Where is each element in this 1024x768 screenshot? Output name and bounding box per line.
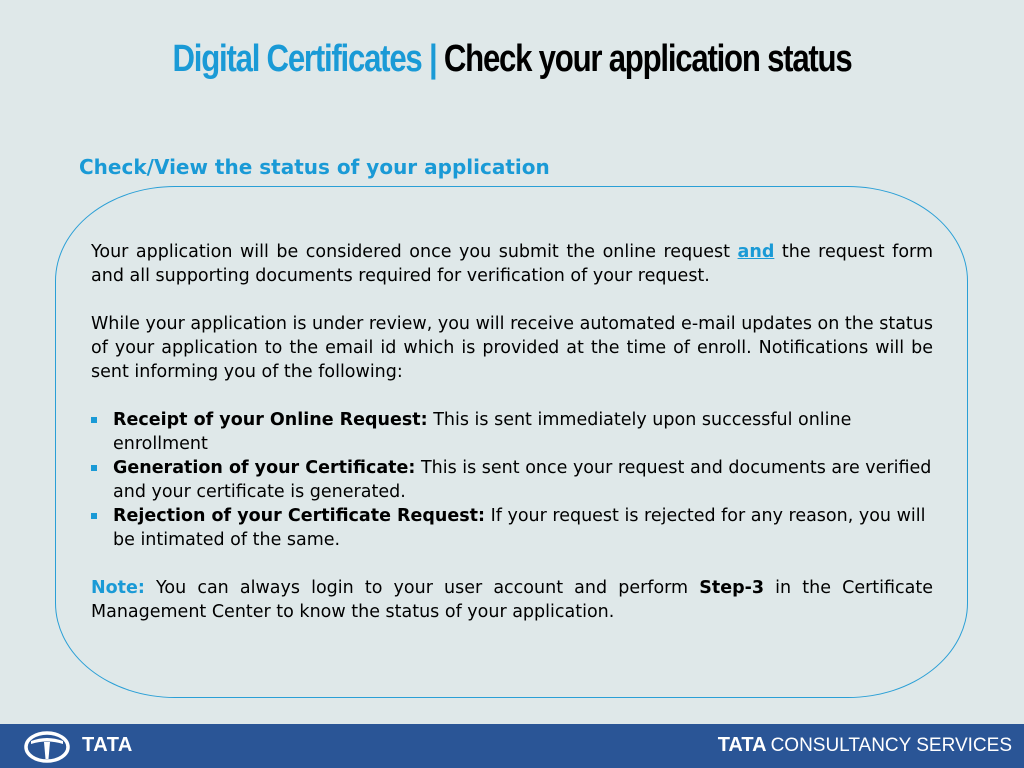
page-title: [92, 38, 932, 81]
bullet-text: This is sent once your request and documents are verified and your certificate is generated.: [113, 458, 932, 502]
note-before: You can always login to your user account and perform: [144, 578, 700, 598]
paragraph-1: [91, 240, 933, 288]
section-heading: Check/View the status of your application: [79, 155, 550, 179]
title-part-2: Check your application status: [443, 38, 852, 80]
paragraph-2: While your application is under review, you will receive automated e-mail updates on the status of your application to the email id which is provided at the time of enroll. Notifications will be sent informing you of the following:: [91, 314, 933, 382]
paragraph-1-after: the request form and all supporting documents required for verification of your request.: [91, 242, 933, 286]
footer-bar: [0, 724, 1024, 768]
bullet-square-icon: [91, 417, 97, 423]
body-text: [91, 240, 933, 624]
tcs-text: CONSULTANCY SERVICES: [770, 735, 1012, 756]
tata-logo-text: TATA: [82, 734, 133, 756]
bullet-label: Generation of your Certificate:: [113, 458, 416, 478]
bullet-square-icon: [91, 465, 97, 471]
list-item: [91, 408, 933, 456]
bullet-text: If your request is rejected for any reason, you will be intimated of the same.: [113, 506, 926, 550]
tata-logo-icon: [24, 731, 70, 763]
paragraph-1-before: Your application will be considered once you submit the online request: [91, 242, 738, 262]
tcs-logo: [718, 734, 1012, 757]
bullet-label: Rejection of your Certificate Request:: [113, 506, 486, 526]
note-after: in the Certificate Management Center to know the status of your application.: [91, 578, 933, 622]
title-part-1: Digital Certificates |: [172, 38, 437, 80]
tcs-brand: TATA: [717, 734, 767, 756]
list-item: [91, 456, 933, 504]
note-label: Note:: [91, 578, 145, 598]
note-paragraph: [91, 576, 933, 624]
bullet-text: This is sent immediately upon successful online enrollment: [113, 410, 852, 454]
list-item: [91, 504, 933, 552]
note-emphasis: Step-3: [699, 578, 765, 598]
bullet-square-icon: [91, 513, 97, 519]
notification-list: [91, 408, 933, 552]
and-link[interactable]: and: [737, 242, 775, 262]
bullet-label: Receipt of your Online Request:: [113, 410, 428, 430]
